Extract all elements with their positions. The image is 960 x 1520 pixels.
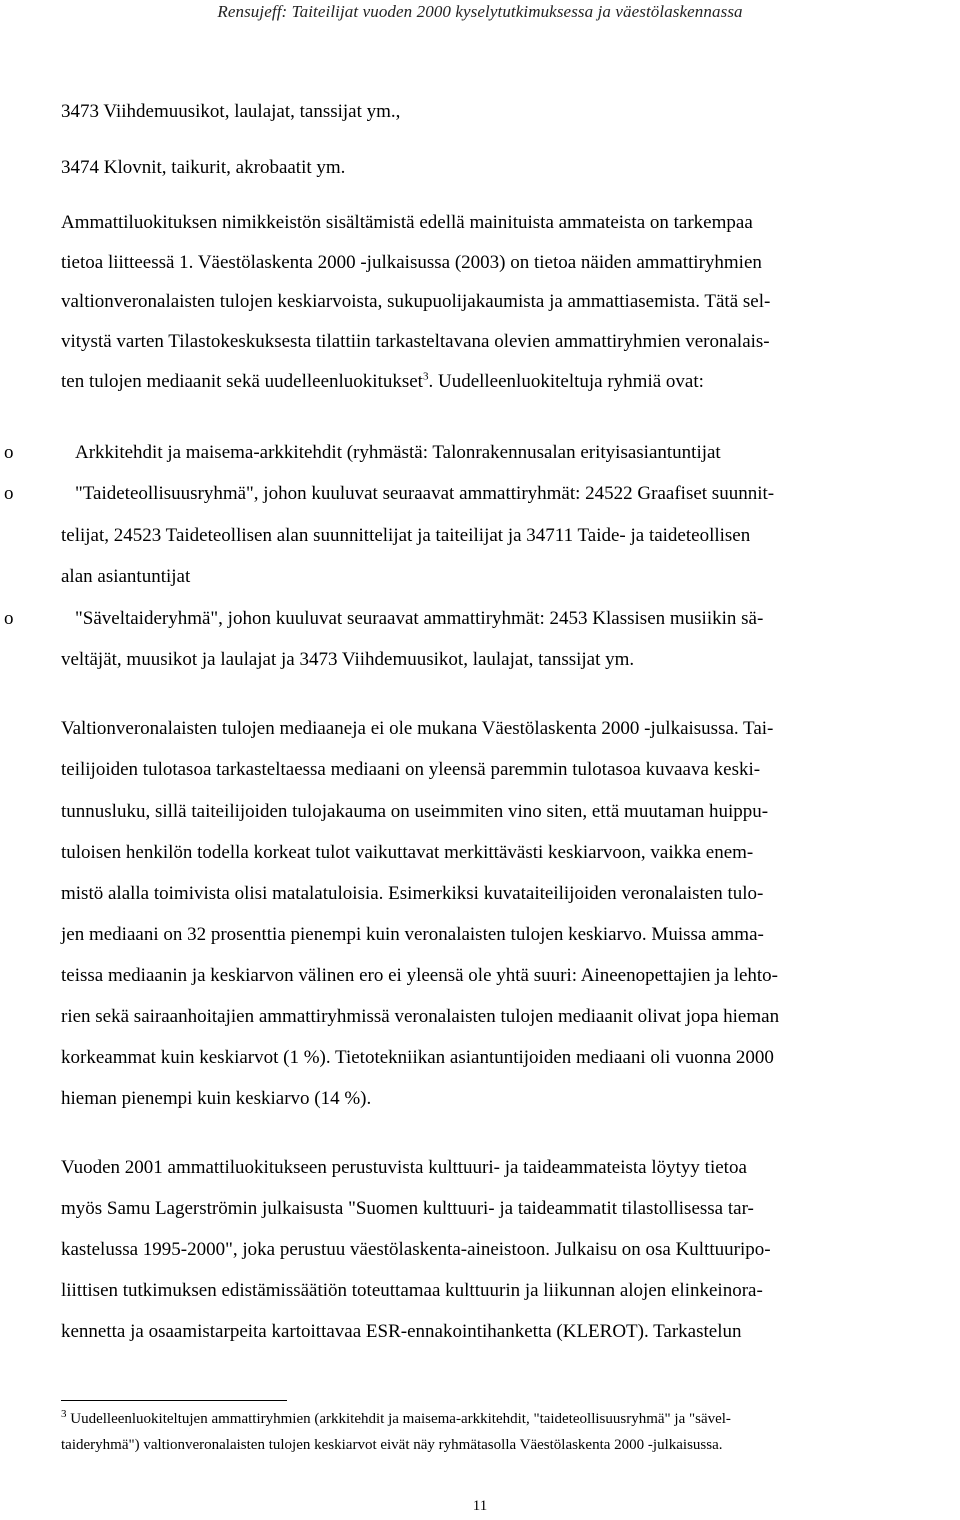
text-line: 3474 Klovnit, taikurit, akrobaatit ym.	[61, 157, 346, 178]
text-line: myös Samu Lagerströmin julkaisusta "Suomen kulttuuri- ja taideammatit tilastollisessa tar-	[61, 1198, 754, 1219]
text-line	[61, 370, 704, 394]
bullet-line: Arkkitehdit ja maisema-arkkitehdit (ryhmästä: Talonrakennusalan erityisasiantuntijat	[75, 442, 721, 463]
text-line: korkeammat kuin keskiarvot (1 %). Tietotekniikan asiantuntijoiden mediaani oli vuonna 2000	[61, 1047, 774, 1068]
bullet-line: "Taideteollisuusryhmä", johon kuuluvat seuraavat ammattiryhmät: 24522 Graafiset suunnit-	[75, 483, 775, 504]
text-line: teilijoiden tulotasoa tarkasteltaessa mediaani on yleensä paremmin tulotasoa kuvaava keski-	[61, 759, 761, 780]
bullet-marker: o	[4, 442, 14, 463]
text-line: jen mediaani on 32 prosenttia pienempi kuin veronalaisten tulojen keskiarvo. Muissa amma-	[61, 924, 764, 945]
text-line: Valtionveronalaisten tulojen mediaaneja ei ole mukana Väestölaskenta 2000 -julkaisussa. Tai-	[61, 718, 774, 739]
text-line: mistö alalla toimivista olisi matalatuloisia. Esimerkiksi kuvataiteilijoiden veronalaisten tulo-	[61, 883, 764, 904]
text-line: tuloisen henkilön todella korkeat tulot vaikuttavat merkittävästi keskiarvoon, vaikka enem-	[61, 842, 754, 863]
footnote-divider	[61, 1400, 287, 1401]
text-segment: . Uudelleenluokiteltuja ryhmiä ovat:	[428, 371, 704, 392]
text-line: tunnusluku, sillä taiteilijoiden tulojakauma on useimmiten vino siten, että muutaman huippu-	[61, 801, 769, 822]
text-line: kastelussa 1995-2000", joka perustuu väestölaskenta-aineistoon. Julkaisu on osa Kulttuuripo-	[61, 1239, 771, 1260]
bullet-line: "Säveltaideryhmä", johon kuuluvat seuraavat ammattiryhmät: 2453 Klassisen musiikin sä-	[75, 608, 764, 629]
text-line: 3473 Viihdemuusikot, laulajat, tanssijat ym.,	[61, 101, 401, 122]
running-header: Rensujeff: Taiteilijat vuoden 2000 kyselytutkimuksessa ja väestölaskennassa	[217, 2, 743, 21]
text-line: valtionveronalaisten tulojen keskiarvoista, sukupuolijakaumista ja ammattiasemista. Tätä sel-	[61, 291, 771, 312]
text-line: tietoa liitteessä 1. Väestölaskenta 2000 -julkaisussa (2003) on tietoa näiden ammattiryhmien	[61, 252, 762, 273]
footnote-text: Uudelleenluokiteltujen ammattiryhmien (arkkitehdit ja maisema-arkkitehdit, "taideteollisuusryhmä" ja "sävel-	[70, 1411, 731, 1427]
footnote-ref[interactable]: 3	[422, 370, 429, 383]
text-line: vitystä varten Tilastokeskuksesta tilattiin tarkasteltavana olevien ammattiryhmien veronalais-	[61, 331, 770, 352]
bullet-marker: o	[4, 483, 14, 504]
text-line: hieman pienempi kuin keskiarvo (14 %).	[61, 1088, 372, 1109]
footnote-line	[61, 1410, 731, 1428]
page-number: 11	[472, 1498, 488, 1514]
text-line: kennetta ja osaamistarpeita kartoittavaa ESR-ennakointihanketta (KLEROT). Tarkastelun	[61, 1321, 742, 1342]
text-line: rien sekä sairaanhoitajien ammattiryhmissä veronalaisten tulojen mediaanit olivat jopa hieman	[61, 1006, 780, 1027]
text-line: liittisen tutkimuksen edistämissäätiön toteuttamaa kulttuurin ja liikunnan alojen elinkeinora-	[61, 1280, 763, 1301]
bullet-line: telijat, 24523 Taideteollisen alan suunnittelijat ja taiteilijat ja 34711 Taide- ja taideteollisen	[61, 525, 751, 546]
text-line: Vuoden 2001 ammattiluokitukseen perustuvista kulttuuri- ja taideammateista löytyy tietoa	[61, 1157, 747, 1178]
bullet-marker: o	[4, 608, 14, 629]
text-line: teissa mediaanin ja keskiarvon välinen ero ei yleensä ole yhtä suuri: Aineenopettajien ja lehto-	[61, 965, 779, 986]
footnote-line: taideryhmä") valtionveronalaisten tulojen keskiarvot eivät näy ryhmätasolla Väestölaskenta 2000 -julkaisussa.	[61, 1437, 723, 1453]
bullet-line: veltäjät, muusikot ja laulajat ja 3473 Viihdemuusikot, laulajat, tanssijat ym.	[61, 649, 635, 670]
footnote-number: 3	[61, 1408, 67, 1420]
text-line: Ammattiluokituksen nimikkeistön sisältämistä edellä mainituista ammateista on tarkempaa	[61, 212, 753, 233]
text-segment: ten tulojen mediaanit sekä uudelleenluokitukset	[61, 371, 423, 392]
bullet-line: alan asiantuntijat	[61, 566, 191, 587]
